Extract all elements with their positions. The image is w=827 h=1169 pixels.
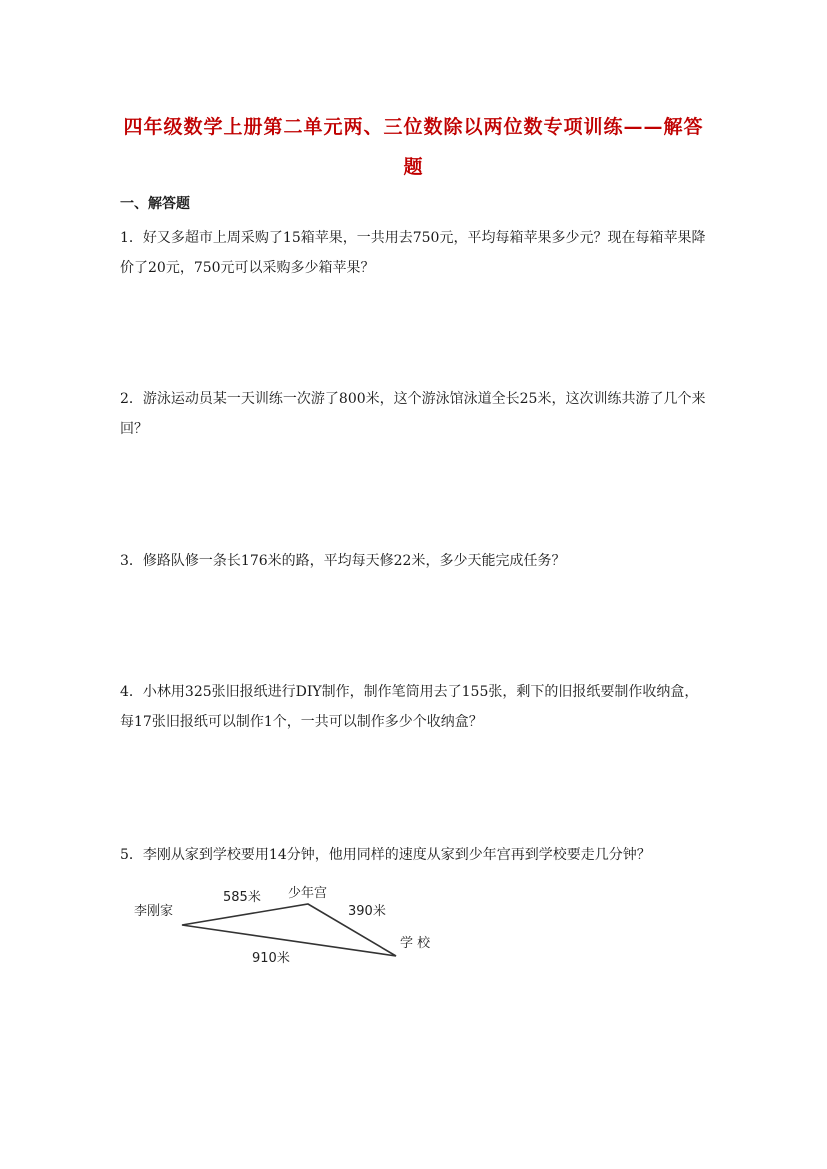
question-3: 3．修路队修一条长176米的路，平均每天修22米，多少天能完成任务？ [120,553,566,569]
section-heading: 一、解答题 [120,196,190,212]
label-distance-home-palace: 585米 [223,890,261,905]
question-1: 1．好又多超市上周采购了15箱苹果，一共用去750元，平均每箱苹果多少元？现在每箱苹果降价了20元，750元可以采购多少箱苹果？ [120,230,706,276]
document-title-line-1: 四年级数学上册第二单元两、三位数除以两位数专项训练——解答 [123,116,704,138]
label-youth-palace: 少年宫 [288,886,328,901]
question-5: 5．李刚从家到学校要用14分钟，他用同样的速度从家到少年宫再到学校要走几分钟？ [120,847,651,863]
document-title-line-2: 题 [403,156,424,178]
question-2: 2．游泳运动员某一天训练一次游了800米，这个游泳馆泳道全长25米，这次训练共游了几个来回？ [120,391,706,437]
label-school: 学 校 [400,936,431,951]
label-home: 李刚家 [134,904,174,919]
question-4: 4．小林用325张旧报纸进行DIY制作，制作笔筒用去了155张，剩下的旧报纸要制作收纳盒，每17张旧报纸可以制作1个，一共可以制作多少个收纳盒？ [120,684,699,730]
route-diagram [120,875,460,975]
label-distance-home-school: 910米 [252,951,290,966]
label-distance-palace-school: 390米 [348,904,386,919]
